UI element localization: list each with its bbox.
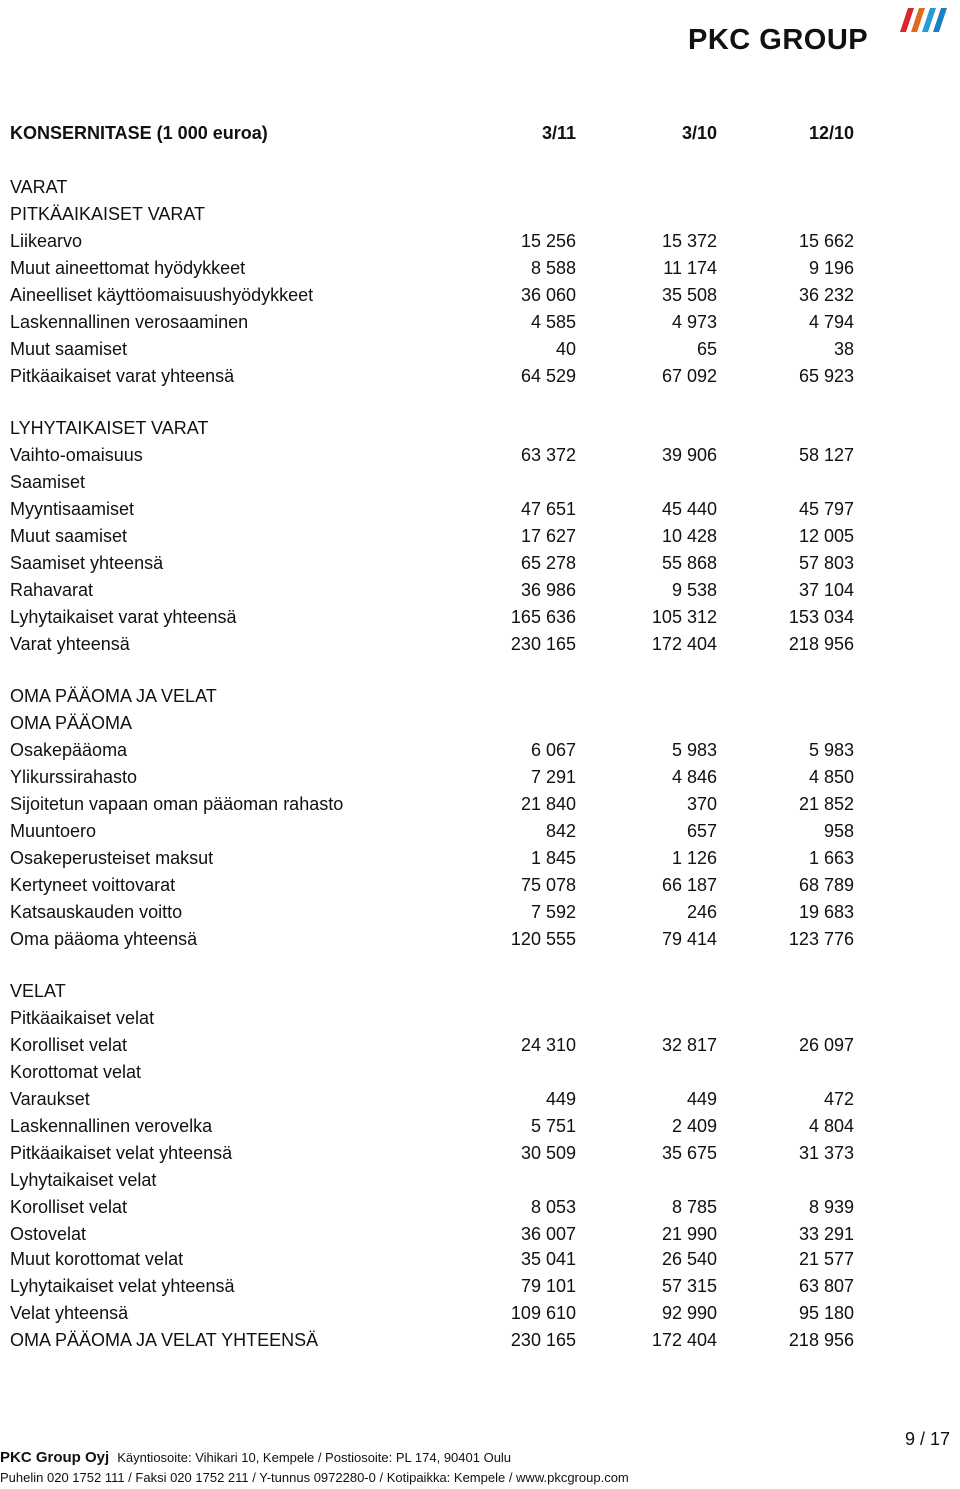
row-value-col3: 218 956 xyxy=(788,1330,854,1350)
row-label: OMA PÄÄOMA JA VELAT YHTEENSÄ xyxy=(10,1330,319,1350)
row-label: Rahavarat xyxy=(10,580,94,600)
row-value-col1: 36 986 xyxy=(520,580,576,600)
row-value-col2: 57 315 xyxy=(661,1276,717,1296)
row-label: Vaihto-omaisuus xyxy=(10,445,143,465)
company-logo xyxy=(688,2,956,56)
row-value-col1: 17 627 xyxy=(520,526,576,546)
row-value-col3: 31 373 xyxy=(798,1143,854,1163)
row-value-col3: 218 956 xyxy=(788,634,854,654)
row-value-col1: 230 165 xyxy=(510,1330,576,1350)
row-value-col1: 30 509 xyxy=(520,1143,576,1163)
row-value-col2: 4 846 xyxy=(671,767,717,787)
row-value-col2: 79 414 xyxy=(661,929,717,949)
table-row xyxy=(10,523,860,549)
row-value-col1: 8 053 xyxy=(530,1197,576,1217)
table-row xyxy=(10,228,860,254)
row-value-col2: 5 983 xyxy=(671,740,717,760)
row-value-col3: 472 xyxy=(823,1089,854,1109)
footer-contact-line: Puhelin 020 1752 111 / Faksi 020 1752 211 / Y-tunnus 0972280-0 / Kotipaikka: Kempele / www.pkcgroup.com xyxy=(0,1470,629,1485)
row-value-col3: 37 104 xyxy=(798,580,854,600)
logo-wordmark: PKC GROUP xyxy=(688,24,869,56)
table-row xyxy=(10,1300,860,1326)
table-row xyxy=(10,818,860,844)
row-label: Korolliset velat xyxy=(10,1197,128,1217)
row-value-col1: 15 256 xyxy=(520,231,576,251)
row-value-col2: 10 428 xyxy=(661,526,717,546)
row-value-col2: 39 906 xyxy=(661,445,717,465)
row-value-col3: 123 776 xyxy=(788,929,854,949)
row-label: Saamiset yhteensä xyxy=(10,553,164,573)
row-value-col3: 21 577 xyxy=(798,1249,854,1269)
row-label: Katsauskauden voitto xyxy=(10,902,183,922)
row-value-col3: 45 797 xyxy=(798,499,854,519)
table-row xyxy=(10,1032,860,1058)
row-value-col3: 15 662 xyxy=(798,231,854,251)
row-value-col3: 26 097 xyxy=(798,1035,854,1055)
row-value-col2: 4 973 xyxy=(671,312,717,332)
row-value-col2: 1 126 xyxy=(671,848,717,868)
row-label: Osakepääoma xyxy=(10,740,128,760)
row-value-col1: 449 xyxy=(545,1089,576,1109)
table-row xyxy=(10,631,860,657)
table-row xyxy=(10,1246,860,1272)
row-value-col2: 66 187 xyxy=(661,875,717,895)
table-row xyxy=(10,174,860,200)
row-value-col2: 15 372 xyxy=(661,231,717,251)
row-label: Osakeperusteiset maksut xyxy=(10,848,214,868)
row-value-col2: 105 312 xyxy=(651,607,717,627)
table-row xyxy=(10,1194,860,1220)
row-value-col1: 7 291 xyxy=(530,767,576,787)
row-value-col1: 24 310 xyxy=(520,1035,576,1055)
table-header xyxy=(10,120,860,146)
row-value-col3: 5 983 xyxy=(808,740,854,760)
row-value-col1: 165 636 xyxy=(510,607,576,627)
row-label: Aineelliset käyttöomaisuushyödykkeet xyxy=(10,285,314,305)
table-row xyxy=(10,1005,860,1031)
footer-company-name: PKC Group Oyj xyxy=(0,1449,110,1466)
table-row xyxy=(10,604,860,630)
table-row xyxy=(10,1273,860,1299)
row-value-col2: 172 404 xyxy=(651,634,717,654)
table-row xyxy=(10,550,860,576)
row-value-col3: 9 196 xyxy=(808,258,854,278)
row-value-col2: 8 785 xyxy=(671,1197,717,1217)
table-row xyxy=(10,1327,860,1353)
row-value-col2: 21 990 xyxy=(661,1224,717,1244)
row-value-col2: 92 990 xyxy=(661,1303,717,1323)
row-value-col1: 7 592 xyxy=(530,902,576,922)
table-row xyxy=(10,309,860,335)
row-label: Kertyneet voittovarat xyxy=(10,875,176,895)
row-value-col1: 4 585 xyxy=(530,312,576,332)
row-label: Lyhytaikaiset velat yhteensä xyxy=(10,1276,235,1296)
logo-stripe-3 xyxy=(922,8,936,32)
table-row xyxy=(10,1140,860,1166)
row-label: Muuntoero xyxy=(10,821,97,841)
row-value-col1: 75 078 xyxy=(520,875,576,895)
row-label: Myyntisaamiset xyxy=(10,499,135,519)
logo-stripe-4 xyxy=(933,8,947,32)
row-label: Lyhytaikaiset varat yhteensä xyxy=(10,607,237,627)
table-row xyxy=(10,791,860,817)
table-row xyxy=(10,255,860,281)
row-value-col3: 153 034 xyxy=(788,607,854,627)
row-value-col3: 65 923 xyxy=(798,366,854,386)
row-label: Pitkäaikaiset velat yhteensä xyxy=(10,1143,233,1163)
row-value-col2: 370 xyxy=(686,794,717,814)
table-row xyxy=(10,683,860,709)
row-value-col1: 120 555 xyxy=(510,929,576,949)
row-value-col1: 65 278 xyxy=(520,553,576,573)
row-value-col1: 47 651 xyxy=(520,499,576,519)
row-value-col3: 4 850 xyxy=(808,767,854,787)
row-value-col2: 9 538 xyxy=(671,580,717,600)
footer-address-line xyxy=(0,1448,511,1468)
table-row xyxy=(10,1113,860,1139)
row-label: Laskennallinen verosaaminen xyxy=(10,312,249,332)
logo-stripes-icon xyxy=(894,6,952,34)
row-value-col1: 5 751 xyxy=(530,1116,576,1136)
table-row xyxy=(10,737,860,763)
row-label: VELAT xyxy=(10,981,66,1001)
row-value-col1: 842 xyxy=(545,821,576,841)
table-row xyxy=(10,415,860,441)
row-label: Ylikurssirahasto xyxy=(10,767,138,787)
row-value-col2: 35 508 xyxy=(661,285,717,305)
table-row xyxy=(10,363,860,389)
row-value-col1: 8 588 xyxy=(530,258,576,278)
row-label: PITKÄAIKAISET VARAT xyxy=(10,204,206,224)
row-value-col2: 26 540 xyxy=(661,1249,717,1269)
row-value-col1: 36 007 xyxy=(520,1224,576,1244)
table-row xyxy=(10,710,860,736)
table-row xyxy=(10,1059,860,1085)
row-label: OMA PÄÄOMA JA VELAT xyxy=(10,686,217,706)
row-value-col1: 79 101 xyxy=(520,1276,576,1296)
row-label: LYHYTAIKAISET VARAT xyxy=(10,418,209,438)
table-row xyxy=(10,872,860,898)
table-row xyxy=(10,282,860,308)
row-label: Oma pääoma yhteensä xyxy=(10,929,198,949)
table-row xyxy=(10,1167,860,1193)
row-value-col2: 657 xyxy=(686,821,717,841)
row-label: Laskennallinen verovelka xyxy=(10,1116,213,1136)
table-row xyxy=(10,469,860,495)
row-label: Korottomat velat xyxy=(10,1062,142,1082)
table-row xyxy=(10,926,860,952)
row-label: Pitkäaikaiset varat yhteensä xyxy=(10,366,235,386)
row-value-col1: 1 845 xyxy=(530,848,576,868)
row-label: Muut saamiset xyxy=(10,526,128,546)
table-row xyxy=(10,978,860,1004)
row-value-col1: 109 610 xyxy=(510,1303,576,1323)
row-label: Lyhytaikaiset velat xyxy=(10,1170,157,1190)
row-label: Ostovelat xyxy=(10,1224,87,1244)
row-value-col3: 4 804 xyxy=(808,1116,854,1136)
row-label: Varat yhteensä xyxy=(10,634,130,654)
table-row xyxy=(10,1221,860,1247)
table-row xyxy=(10,1086,860,1112)
table-row xyxy=(10,336,860,362)
row-value-col3: 57 803 xyxy=(798,553,854,573)
row-value-col2: 172 404 xyxy=(651,1330,717,1350)
row-label: Pitkäaikaiset velat xyxy=(10,1008,155,1028)
footer-address: Käyntiosoite: Vihikari 10, Kempele / Postiosoite: PL 174, 90401 Oulu xyxy=(117,1450,512,1465)
row-label: OMA PÄÄOMA xyxy=(10,713,133,733)
row-value-col2: 45 440 xyxy=(661,499,717,519)
row-value-col2: 65 xyxy=(696,339,717,359)
row-label: Saamiset xyxy=(10,472,86,492)
row-value-col3: 38 xyxy=(833,339,854,359)
table-row xyxy=(10,496,860,522)
row-value-col3: 8 939 xyxy=(808,1197,854,1217)
row-value-col1: 21 840 xyxy=(520,794,576,814)
row-value-col3: 12 005 xyxy=(798,526,854,546)
row-value-col1: 63 372 xyxy=(520,445,576,465)
row-value-col1: 230 165 xyxy=(510,634,576,654)
row-value-col1: 64 529 xyxy=(520,366,576,386)
row-value-col3: 58 127 xyxy=(798,445,854,465)
row-value-col3: 68 789 xyxy=(798,875,854,895)
row-value-col2: 35 675 xyxy=(661,1143,717,1163)
column-header-3-10: 3/10 xyxy=(681,123,717,143)
row-label: Muut aineettomat hyödykkeet xyxy=(10,258,246,278)
logo-stripe-1 xyxy=(900,8,914,32)
row-label: Velat yhteensä xyxy=(10,1303,129,1323)
table-row xyxy=(10,442,860,468)
row-value-col1: 40 xyxy=(555,339,576,359)
row-value-col2: 67 092 xyxy=(661,366,717,386)
row-label: Liikearvo xyxy=(10,231,83,251)
row-value-col3: 21 852 xyxy=(798,794,854,814)
row-value-col3: 19 683 xyxy=(798,902,854,922)
table-row xyxy=(10,201,860,227)
row-value-col2: 11 174 xyxy=(663,258,717,278)
row-value-col3: 95 180 xyxy=(798,1303,854,1323)
logo-stripe-2 xyxy=(911,8,925,32)
table-row xyxy=(10,899,860,925)
table-row xyxy=(10,577,860,603)
row-label: VARAT xyxy=(10,177,68,197)
row-value-col3: 1 663 xyxy=(808,848,854,868)
row-value-col3: 33 291 xyxy=(798,1224,854,1244)
row-value-col2: 449 xyxy=(686,1089,717,1109)
row-value-col2: 55 868 xyxy=(661,553,717,573)
row-label: Korolliset velat xyxy=(10,1035,128,1055)
table-row xyxy=(10,845,860,871)
row-value-col2: 32 817 xyxy=(661,1035,717,1055)
row-label: Varaukset xyxy=(10,1089,90,1109)
row-label: Muut saamiset xyxy=(10,339,128,359)
row-value-col3: 63 807 xyxy=(798,1276,854,1296)
row-label: Muut korottomat velat xyxy=(10,1249,184,1269)
row-value-col1: 35 041 xyxy=(520,1249,576,1269)
page-number: 9 / 17 xyxy=(904,1429,950,1449)
row-value-col3: 4 794 xyxy=(808,312,854,332)
row-value-col3: 36 232 xyxy=(798,285,854,305)
row-label: Sijoitetun vapaan oman pääoman rahasto xyxy=(10,794,344,814)
table-title: KONSERNITASE (1 000 euroa) xyxy=(10,123,268,143)
column-header-12-10: 12/10 xyxy=(808,123,854,143)
table-row xyxy=(10,764,860,790)
row-value-col1: 6 067 xyxy=(530,740,576,760)
row-value-col2: 246 xyxy=(686,902,717,922)
row-value-col3: 958 xyxy=(823,821,854,841)
column-header-3-11: 3/11 xyxy=(541,123,576,143)
row-value-col2: 2 409 xyxy=(671,1116,717,1136)
row-value-col1: 36 060 xyxy=(520,285,576,305)
